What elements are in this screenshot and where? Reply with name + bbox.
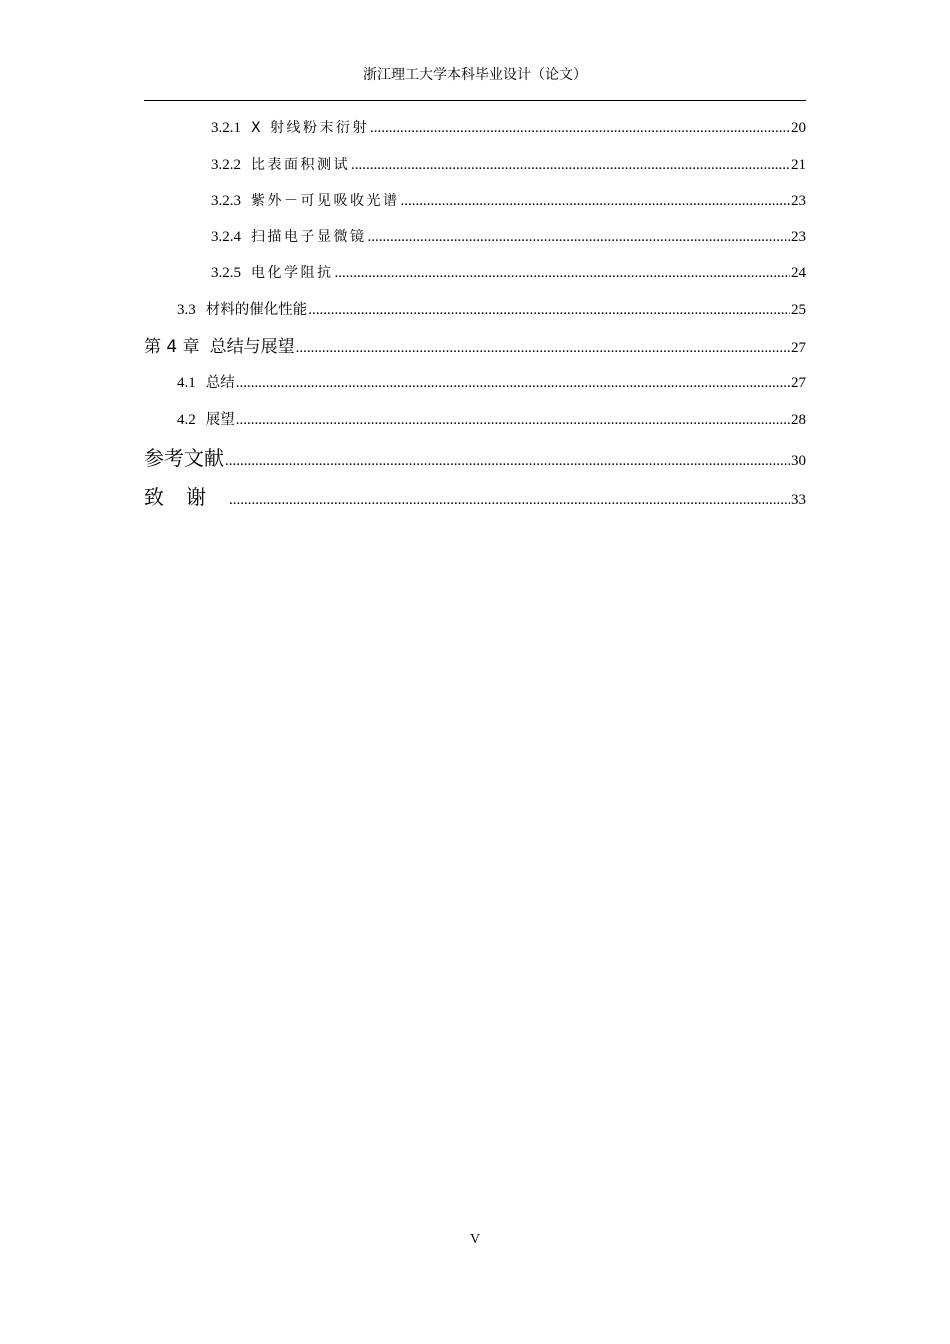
dot-leader (229, 490, 790, 510)
toc-entry-title: 电化学阻抗 (251, 265, 334, 281)
dot-leader (225, 451, 790, 471)
toc-entry-page: 33 (791, 492, 806, 508)
dot-leader (368, 227, 791, 247)
toc-entry-title: 参考文献 (144, 446, 224, 470)
toc-entry-chapter-4[interactable] (144, 337, 806, 358)
dot-leader (296, 338, 790, 358)
dot-leader (236, 410, 790, 430)
dot-leader (351, 155, 790, 175)
toc-entry-page: 27 (791, 340, 806, 356)
toc-entry-title: 紫外－可见吸收光谱 (251, 193, 400, 209)
toc-entry-4-1[interactable] (177, 373, 806, 393)
table-of-contents (144, 0, 806, 600)
toc-entry-number: 3.2.4 (211, 229, 241, 245)
toc-entry-references[interactable] (144, 448, 806, 471)
toc-entry-3-2-2[interactable] (211, 155, 806, 175)
toc-entry-number: 3.3 (177, 302, 196, 318)
running-header: 浙江理工大学本科毕业设计（论文） (363, 68, 587, 83)
toc-entry-page: 27 (791, 375, 806, 391)
dot-leader (335, 263, 791, 283)
toc-entry-page: 20 (791, 120, 806, 136)
toc-entry-title: 致谢 (144, 485, 228, 509)
toc-entry-number: 3.2.3 (211, 193, 241, 209)
toc-entry-number: 4.2 (177, 412, 196, 428)
toc-entry-number: 3.2.2 (211, 157, 241, 173)
toc-entry-title: 材料的催化性能 (205, 302, 308, 318)
toc-entry-title: 比表面积测试 (251, 157, 350, 173)
toc-entry-3-2-4[interactable] (211, 227, 806, 247)
dot-leader (308, 300, 790, 320)
dot-leader (401, 191, 791, 211)
toc-entry-title: 总结与展望 (209, 337, 295, 357)
toc-entry-page: 23 (791, 229, 806, 245)
toc-entry-title: X 射线粉末衍射 (251, 120, 370, 136)
toc-entry-3-2-5[interactable] (211, 263, 806, 283)
toc-entry-page: 28 (791, 412, 806, 428)
toc-entry-page: 24 (791, 265, 806, 281)
toc-entry-page: 30 (791, 453, 806, 469)
toc-entry-3-3[interactable] (177, 300, 806, 320)
toc-entry-3-2-3[interactable] (211, 191, 806, 211)
toc-entry-acknowledgements[interactable] (144, 487, 806, 510)
toc-entry-page: 23 (791, 193, 806, 209)
toc-entry-page: 25 (791, 302, 806, 318)
page-number: V (469, 1232, 481, 1247)
toc-entry-number: 3.2.5 (211, 265, 241, 281)
toc-entry-3-2-1[interactable] (211, 118, 806, 138)
toc-entry-number: 第 4 章 (144, 337, 200, 357)
toc-entry-title: 展望 (205, 412, 235, 428)
toc-entry-title: 扫描电子显微镜 (251, 229, 367, 245)
toc-entry-4-2[interactable] (177, 410, 806, 430)
toc-entry-number: 4.1 (177, 375, 196, 391)
dot-leader (236, 373, 790, 393)
toc-entry-number: 3.2.1 (211, 120, 241, 136)
toc-entry-title: 总结 (205, 375, 235, 391)
dot-leader (370, 118, 790, 138)
toc-entry-page: 21 (791, 157, 806, 173)
